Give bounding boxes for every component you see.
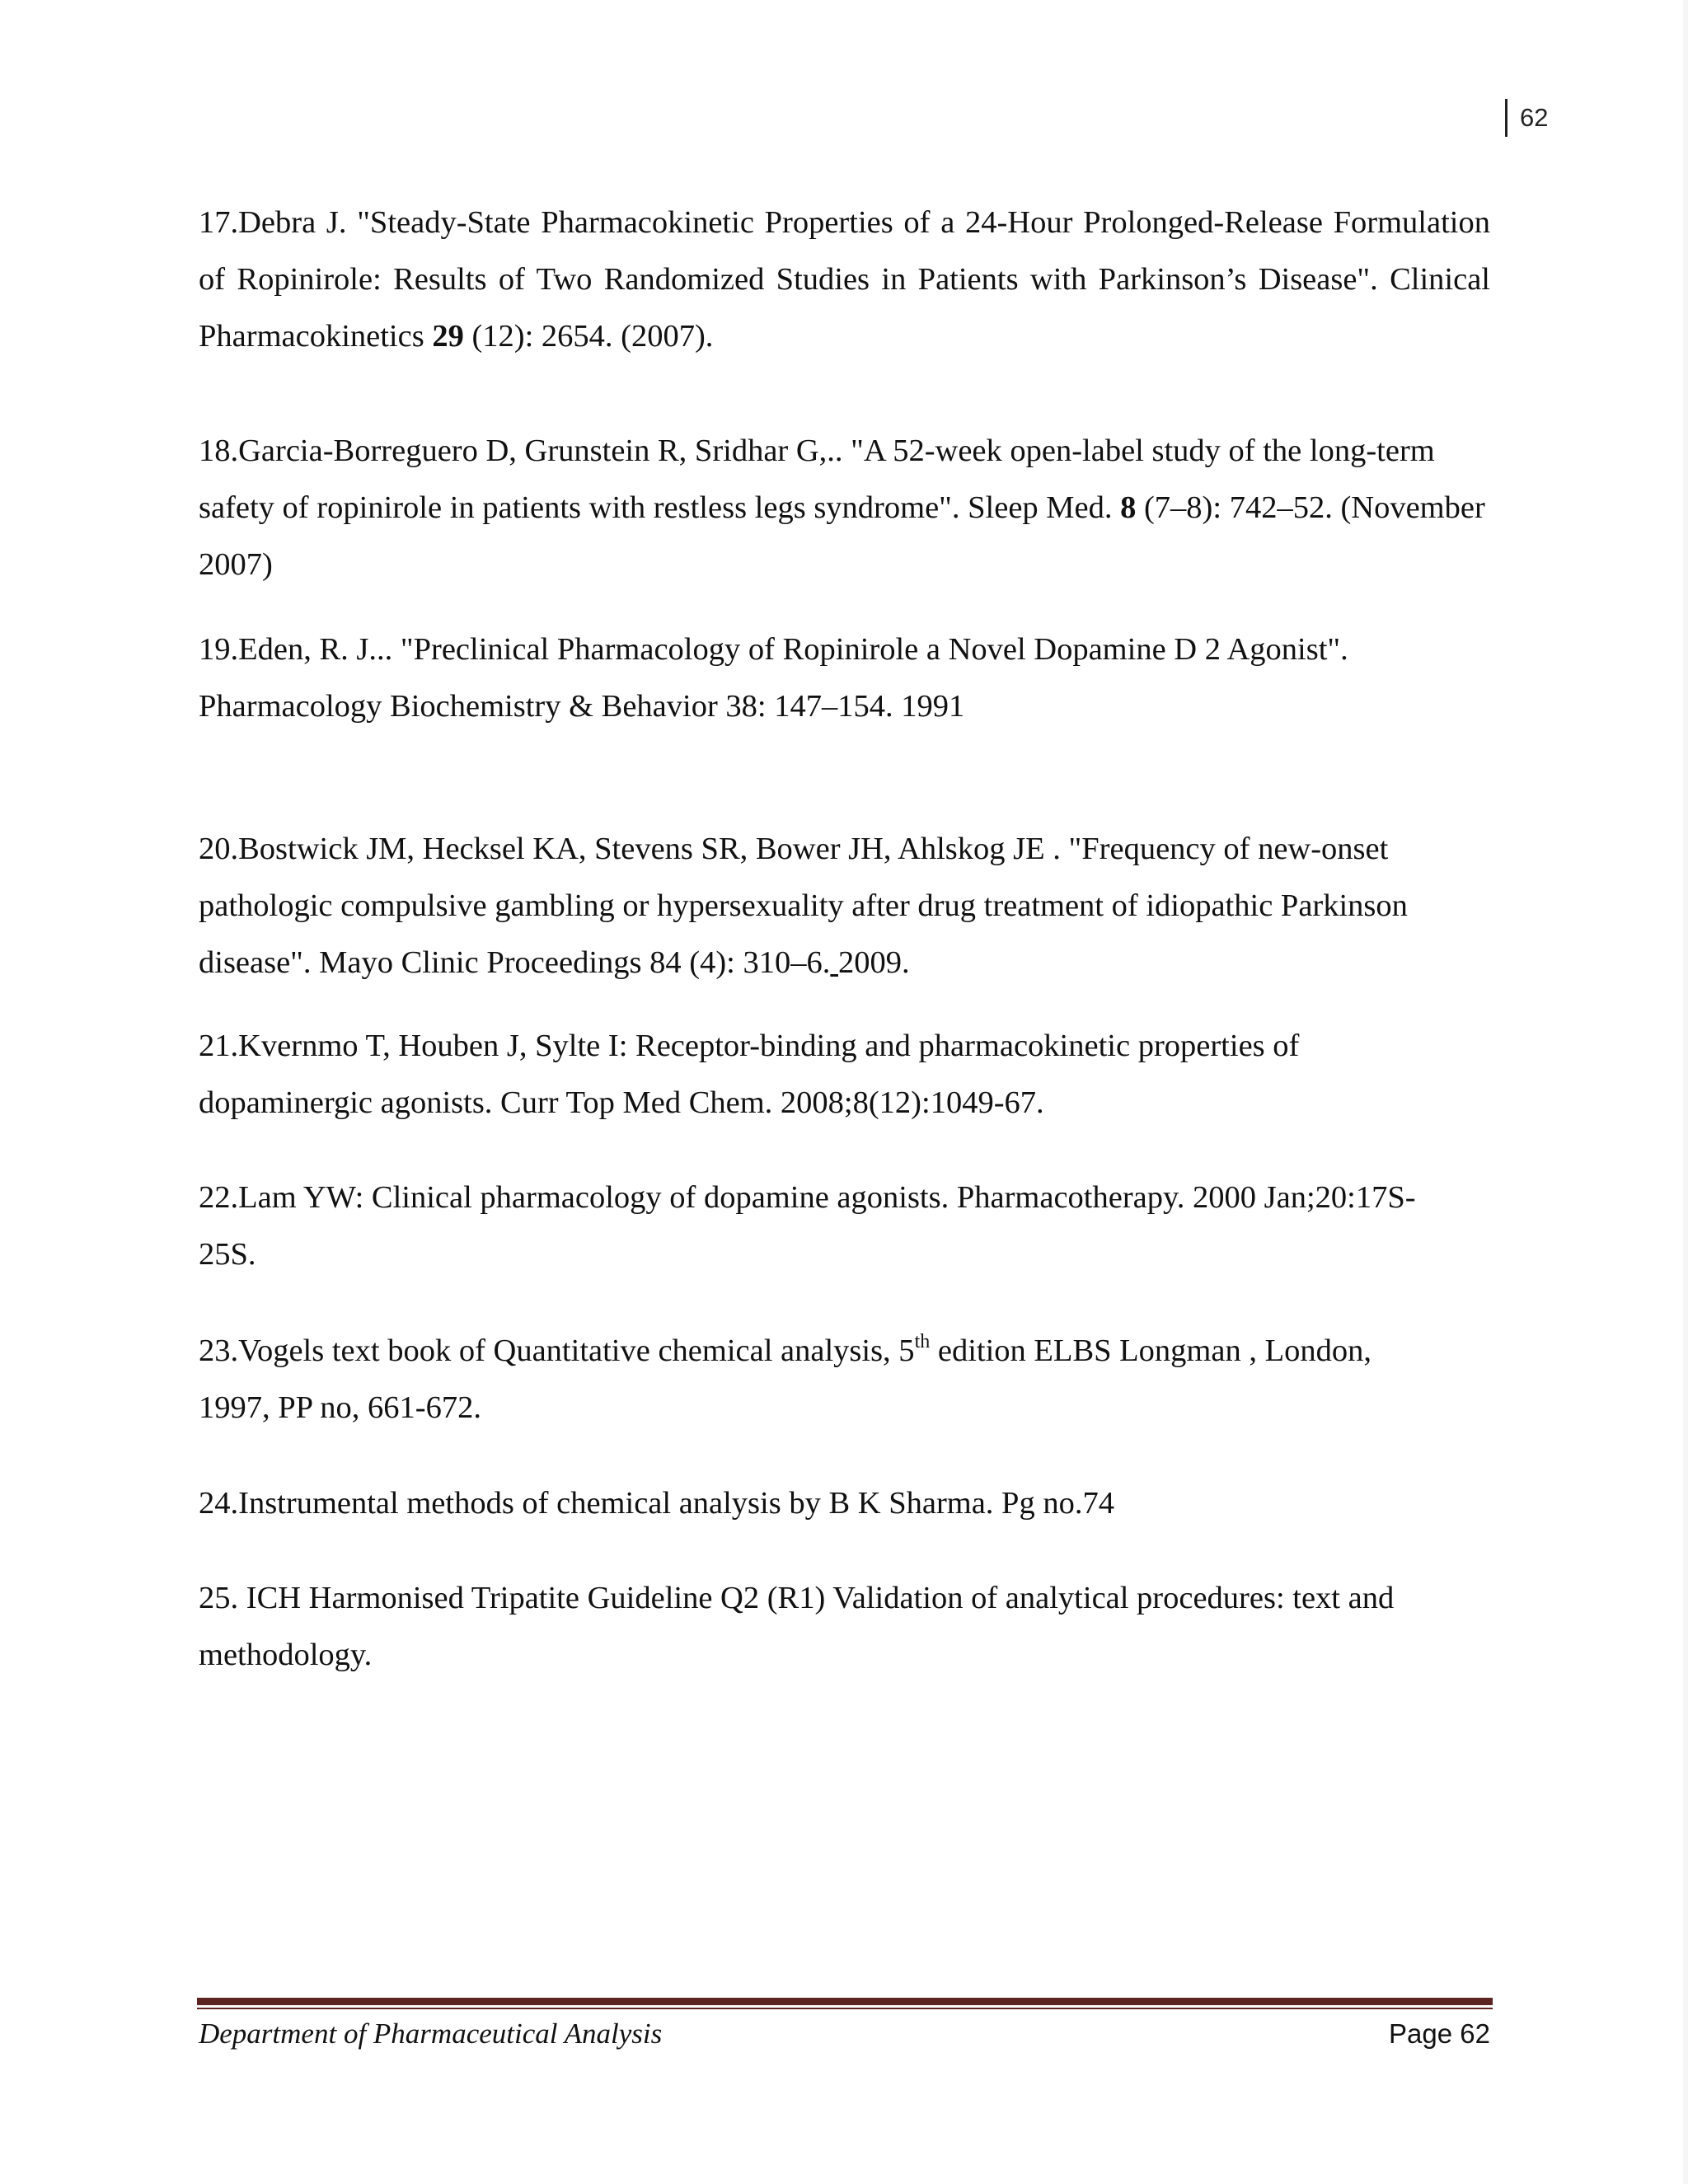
reference-22-line-1: 22.Lam YW: Clinical pharmacology of dopamine agonists. Pharmacotherapy. 2000 Jan;20:17S-	[199, 1180, 1416, 1215]
reference-17-text: 17.Debra J. "Steady-State Pharmacokinetic Properties of a 24-Hour Prolonged-Release Formulation of Ropinirole: Results of Two Randomized Studies in Patients with Parkinson’s Disease". Clinical Pharmacokinetics	[199, 205, 1490, 354]
reference-25-line-2: methodology.	[199, 1638, 373, 1672]
reference-23-line-1-text: 23.Vogels text book of Quantitative chemical analysis, 5	[199, 1333, 915, 1368]
reference-19-line-2: Pharmacology Biochemistry & Behavior 38: 147–154. 1991	[199, 689, 965, 724]
footer-department: Department of Pharmaceutical Analysis	[199, 2018, 663, 2050]
reference-19-line-1: 19.Eden, R. J... "Preclinical Pharmacology of Ropinirole a Novel Dopamine D 2 Agonist".	[199, 632, 1348, 667]
reference-23-line-2: 1997, PP no, 661-672.	[199, 1390, 481, 1425]
reference-22	[199, 1169, 1490, 1283]
reference-17-volume: 29	[432, 319, 464, 354]
reference-19	[199, 621, 1490, 735]
reference-18	[199, 423, 1490, 593]
page-edge-shade	[1683, 0, 1688, 2184]
footer-rule-thick	[197, 1998, 1493, 2005]
reference-21-line-2: dopaminergic agonists. Curr Top Med Chem. 2008;8(12):1049-67.	[199, 1085, 1044, 1120]
reference-20-line-3-text: disease". Mayo Clinic Proceedings 84 (4): 310–6.	[199, 945, 831, 980]
reference-23-line-1-tail: edition ELBS Longman , London,	[930, 1333, 1372, 1368]
reference-24	[199, 1475, 1490, 1532]
header-page-number	[1505, 97, 1548, 138]
reference-21	[199, 1018, 1490, 1132]
reference-18-volume: 8	[1120, 490, 1137, 525]
reference-25	[199, 1570, 1490, 1684]
reference-24-line-1: 24.Instrumental methods of chemical analysis by B K Sharma. Pg no.74	[199, 1486, 1114, 1521]
footer-page-label: Page 62	[1389, 2018, 1490, 2049]
reference-23-line-1	[199, 1323, 1490, 1380]
reference-18-text: 18.Garcia-Borreguero D, Grunstein R, Sridhar G,.. "A 52-week open-label study of the long-term safety of ropinirole in patients with restless legs syndrome". Sleep Med.	[199, 434, 1435, 525]
footer-rule-thin	[197, 2008, 1493, 2009]
header-page-number-text: 62	[1520, 103, 1549, 132]
reference-20-line-1: 20.Bostwick JM, Hecksel KA, Stevens SR, Bower JH, Ahlskog JE . "Frequency of new-onset	[199, 832, 1389, 866]
reference-20-line-2: pathologic compulsive gambling or hypersexuality after drug treatment of idiopathic Parkinson	[199, 888, 1408, 923]
reference-22-line-2: 25S.	[199, 1237, 256, 1272]
reference-20-line-3	[199, 935, 1490, 991]
reference-25-line-1: 25. ICH Harmonised Tripatite Guideline Q2 (R1) Validation of analytical procedures: text and	[199, 1581, 1395, 1615]
reference-21-line-1: 21.Kvernmo T, Houben J, Sylte I: Receptor-binding and pharmacokinetic properties of	[199, 1029, 1300, 1063]
reference-20-underlined-space	[830, 945, 838, 980]
reference-20	[199, 821, 1490, 991]
reference-17	[199, 194, 1490, 365]
reference-18-tail: (7–8): 742–52. (November 2007)	[199, 490, 1485, 582]
reference-23	[199, 1323, 1490, 1436]
reference-17-tail: (12): 2654. (2007).	[463, 319, 714, 354]
reference-23-ordinal-suffix: th	[914, 1331, 931, 1352]
reference-20-year: 2009.	[837, 945, 910, 980]
